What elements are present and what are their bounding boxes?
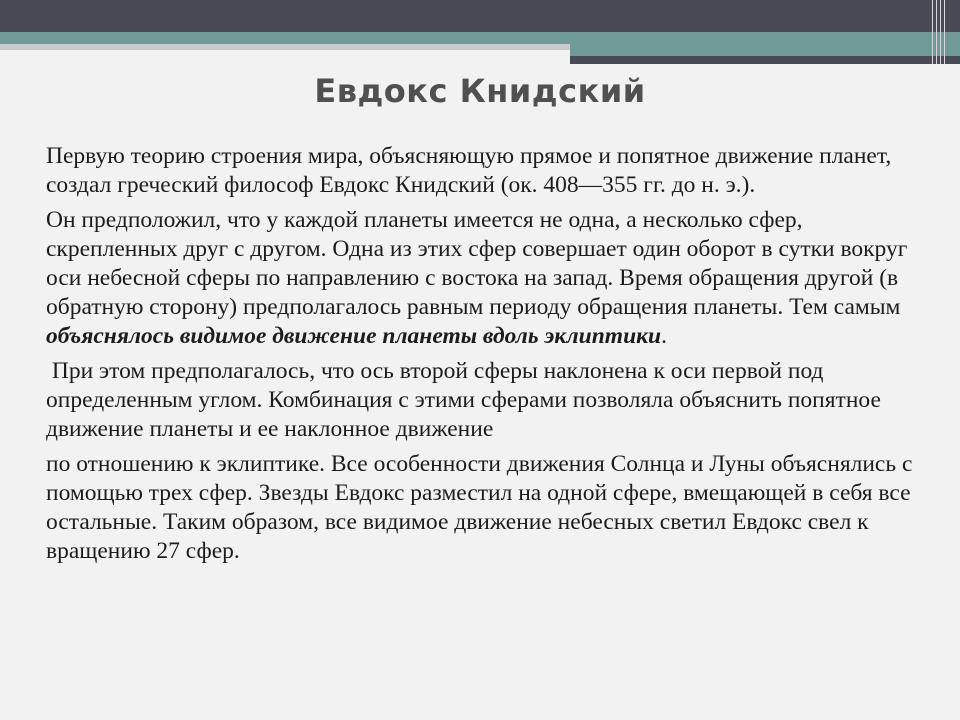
paragraph-spheres-text: Он предположил, что у каждой планеты имеется не одна, а несколько сфер, скрепленных друг с другом. Одна из этих сфер совершает один оборот в сутки вокруг оси небесной сферы по направлению с востока на запад. Время обращения другой (в обратную сторону) предполагалось равным периоду обращения планеты. Тем самым xyxy=(46,207,908,320)
paragraph-axis: При этом предполагалось, что ось второй сферы наклонена к оси первой под определенным углом. Комбинация с этими сферами позволяла объяснить попятное движение планеты и ее наклонное движение xyxy=(46,358,887,442)
header-decorative-lines xyxy=(930,0,950,64)
header-accent-step-inner xyxy=(570,44,960,56)
paragraph-spheres xyxy=(46,206,926,351)
paragraph-conclusion: по отношению к эклиптике. Все особенности движения Солнца и Луны объяснялись с помощью трех сфер. Звезды Евдокс разместил на одной сфере, вмещающей в себя все остальные. Таким образом, все видимое движение небесных светил Евдокс свел к вращению 27 сфер. xyxy=(46,451,913,564)
paragraph-spheres-end: . xyxy=(661,323,668,349)
header-bar xyxy=(0,0,960,32)
paragraph-intro: Первую теорию строения мира, объясняющую прямое и попятное движение планет, создал греческий философ Евдокс Книдский (ок. 408—355 гг. до н. э.). xyxy=(46,143,892,198)
paragraph-spheres-emphasis: объяснялось видимое движение планеты вдоль эклиптики xyxy=(46,323,662,349)
slide-body xyxy=(46,142,926,572)
header-accent-band xyxy=(0,32,960,44)
slide-title: Евдокс Книдский xyxy=(314,72,646,110)
